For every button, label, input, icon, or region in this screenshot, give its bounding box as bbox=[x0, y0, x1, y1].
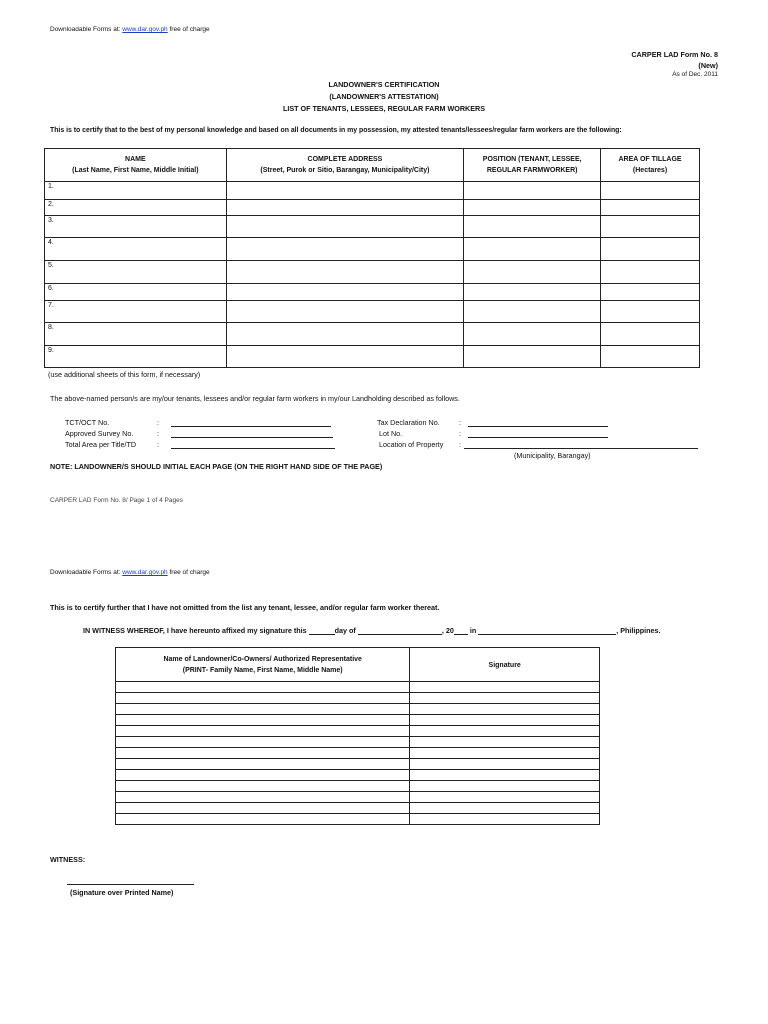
signatory-name-cell[interactable] bbox=[116, 781, 410, 792]
address-cell[interactable] bbox=[226, 182, 464, 200]
table-row[interactable] bbox=[116, 759, 600, 770]
dar-website-link[interactable]: www.dar.gov.ph bbox=[122, 26, 168, 33]
address-cell[interactable] bbox=[226, 261, 464, 284]
address-cell[interactable] bbox=[226, 200, 464, 216]
signature-cell[interactable] bbox=[410, 803, 600, 814]
form-title-line3: LIST OF TENANTS, LESSEES, REGULAR FARM WORKERS bbox=[282, 104, 486, 113]
intro-statement: This is to certify that to the best of my personal knowledge and based on all documents in my possession, my attested tenants/lessees/regular farm workers are the following: bbox=[50, 127, 622, 134]
position-cell[interactable] bbox=[464, 284, 601, 301]
signatories-table bbox=[115, 647, 600, 825]
page-footer: CARPER LAD Form No. 8/ Page 1 of 4 Pages bbox=[50, 497, 183, 504]
table-row[interactable] bbox=[116, 781, 600, 792]
table-row[interactable] bbox=[116, 704, 600, 715]
signatory-name-cell[interactable] bbox=[116, 737, 410, 748]
certify-further-statement: This is to certify further that I have not omitted from the list any tenant, lessee, and/or regular farm worker thereat. bbox=[50, 603, 440, 612]
initial-page-note: NOTE: LANDOWNER/S SHOULD INITIAL EACH PAGE (ON THE RIGHT HAND SIDE OF THE PAGE) bbox=[50, 462, 383, 471]
witness-whereof-statement: IN WITNESS WHEREOF, I have hereunto affixed my signature this day of , 20 in , Philippines. bbox=[83, 626, 661, 635]
signature-cell[interactable] bbox=[410, 748, 600, 759]
form-new-label: (New) bbox=[698, 61, 718, 70]
witness-label: WITNESS: bbox=[50, 855, 86, 864]
signatory-name-cell[interactable] bbox=[116, 748, 410, 759]
survey-no-input[interactable] bbox=[171, 430, 333, 438]
location-field: Location of Property : bbox=[379, 440, 698, 449]
place-input[interactable] bbox=[478, 627, 616, 635]
position-cell[interactable] bbox=[464, 216, 601, 238]
row-number[interactable]: 7. bbox=[45, 301, 227, 323]
above-named-statement: The above-named person/s are my/our tenants, lessees and/or regular farm workers in my/our Landholding described as follows. bbox=[50, 394, 460, 403]
signatory-name-cell[interactable] bbox=[116, 770, 410, 781]
signatory-name-cell[interactable] bbox=[116, 759, 410, 770]
position-cell[interactable] bbox=[464, 301, 601, 323]
as-of-date: As of Dec. 2011 bbox=[672, 71, 718, 78]
table-row[interactable] bbox=[116, 693, 600, 704]
address-cell[interactable] bbox=[226, 346, 464, 368]
municipality-note: (Municipality, Barangay) bbox=[514, 451, 591, 460]
signature-cell[interactable] bbox=[410, 682, 600, 693]
signatory-name-cell[interactable] bbox=[116, 693, 410, 704]
table-row[interactable] bbox=[116, 792, 600, 803]
table-row[interactable] bbox=[116, 814, 600, 825]
signatory-name-cell[interactable] bbox=[116, 803, 410, 814]
download-note-page2: Downloadable Forms at: www.dar.gov.ph free of charge bbox=[50, 569, 210, 576]
address-cell[interactable] bbox=[226, 216, 464, 238]
table-row[interactable] bbox=[116, 682, 600, 693]
position-cell[interactable] bbox=[464, 346, 601, 368]
signatory-name-cell[interactable] bbox=[116, 682, 410, 693]
location-input[interactable] bbox=[464, 441, 698, 449]
address-cell[interactable] bbox=[226, 301, 464, 323]
header-signature: Signature bbox=[410, 648, 600, 682]
row-number[interactable]: 6. bbox=[45, 284, 227, 301]
signatory-name-cell[interactable] bbox=[116, 726, 410, 737]
area-cell[interactable] bbox=[601, 200, 700, 216]
tax-declaration-input[interactable] bbox=[468, 419, 608, 427]
address-cell[interactable] bbox=[226, 323, 464, 346]
form-number: CARPER LAD Form No. 8 bbox=[631, 50, 718, 59]
address-cell[interactable] bbox=[226, 284, 464, 301]
table-row[interactable] bbox=[116, 748, 600, 759]
signature-cell[interactable] bbox=[410, 693, 600, 704]
row-number[interactable]: 8. bbox=[45, 323, 227, 346]
dar-website-link-page2[interactable]: www.dar.gov.ph bbox=[122, 569, 168, 576]
lot-no-input[interactable] bbox=[468, 430, 608, 438]
signatory-name-cell[interactable] bbox=[116, 792, 410, 803]
signature-over-name-label: (Signature over Printed Name) bbox=[70, 888, 174, 897]
signatory-name-cell[interactable] bbox=[116, 715, 410, 726]
total-area-input[interactable] bbox=[171, 441, 335, 449]
form-title-line1: LANDOWNER'S CERTIFICATION bbox=[328, 80, 440, 89]
signature-cell[interactable] bbox=[410, 759, 600, 770]
table-row[interactable] bbox=[116, 803, 600, 814]
witness-signature-line[interactable] bbox=[67, 884, 194, 885]
area-cell[interactable] bbox=[601, 261, 700, 284]
table-row[interactable] bbox=[45, 261, 700, 284]
tax-declaration-field: Tax Declaration No. : bbox=[377, 418, 608, 427]
tenants-table-header bbox=[45, 149, 700, 182]
header-address: COMPLETE ADDRESS (Street, Purok or Sitio, Barangay, Municipality/City) bbox=[226, 149, 464, 182]
table-row[interactable] bbox=[45, 323, 700, 346]
signature-cell[interactable] bbox=[410, 737, 600, 748]
signature-cell[interactable] bbox=[410, 715, 600, 726]
table-row[interactable] bbox=[45, 216, 700, 238]
signatory-name-cell[interactable] bbox=[116, 704, 410, 715]
area-cell[interactable] bbox=[601, 284, 700, 301]
year-input[interactable] bbox=[454, 627, 468, 635]
signature-cell[interactable] bbox=[410, 704, 600, 715]
total-area-field: Total Area per Title/TD : bbox=[65, 440, 335, 449]
header-position: POSITION (TENANT, LESSEE, REGULAR FARMWORKER) bbox=[464, 149, 601, 182]
table-row[interactable] bbox=[45, 238, 700, 261]
signature-cell[interactable] bbox=[410, 726, 600, 737]
area-cell[interactable] bbox=[601, 238, 700, 261]
table-row[interactable] bbox=[116, 770, 600, 781]
area-cell[interactable] bbox=[601, 216, 700, 238]
table-row[interactable] bbox=[116, 715, 600, 726]
row-number[interactable]: 3. bbox=[45, 216, 227, 238]
row-number[interactable]: 4. bbox=[45, 238, 227, 261]
row-number[interactable]: 5. bbox=[45, 261, 227, 284]
header-name: NAME (Last Name, First Name, Middle Initial) bbox=[45, 149, 227, 182]
table-row[interactable] bbox=[45, 200, 700, 216]
month-input[interactable] bbox=[358, 627, 442, 635]
area-cell[interactable] bbox=[601, 323, 700, 346]
position-cell[interactable] bbox=[464, 238, 601, 261]
area-cell[interactable] bbox=[601, 346, 700, 368]
table-row[interactable] bbox=[116, 726, 600, 737]
day-input[interactable] bbox=[309, 627, 335, 635]
address-cell[interactable] bbox=[226, 238, 464, 261]
signature-cell[interactable] bbox=[410, 814, 600, 825]
table-row[interactable] bbox=[116, 737, 600, 748]
signatories-header bbox=[116, 648, 600, 682]
tct-oct-field: TCT/OCT No. : bbox=[65, 418, 331, 427]
position-cell[interactable] bbox=[464, 200, 601, 216]
row-number[interactable]: 2. bbox=[45, 200, 227, 216]
row-number[interactable]: 1. bbox=[45, 182, 227, 200]
survey-no-field: Approved Survey No. : bbox=[65, 429, 333, 438]
table-row[interactable] bbox=[45, 346, 700, 368]
table-row[interactable] bbox=[45, 301, 700, 323]
table-row[interactable] bbox=[45, 182, 700, 200]
signature-cell[interactable] bbox=[410, 781, 600, 792]
row-number[interactable]: 9. bbox=[45, 346, 227, 368]
lot-no-field: Lot No. : bbox=[379, 429, 608, 438]
position-cell[interactable] bbox=[464, 323, 601, 346]
additional-sheets-note: (use additional sheets of this form, if necessary) bbox=[48, 370, 201, 379]
download-note: Downloadable Forms at: www.dar.gov.ph free of charge bbox=[50, 26, 210, 33]
tenants-table bbox=[44, 148, 700, 368]
header-signatory-name: Name of Landowner/Co-Owners/ Authorized Representative (PRINT- Family Name, First Name, Middle Name) bbox=[116, 648, 410, 682]
area-cell[interactable] bbox=[601, 301, 700, 323]
form-title-line2: (LANDOWNER'S ATTESTATION) bbox=[329, 92, 439, 101]
area-cell[interactable] bbox=[601, 182, 700, 200]
position-cell[interactable] bbox=[464, 182, 601, 200]
table-row[interactable] bbox=[45, 284, 700, 301]
signatory-name-cell[interactable] bbox=[116, 814, 410, 825]
header-area: AREA OF TILLAGE (Hectares) bbox=[601, 149, 700, 182]
tct-oct-input[interactable] bbox=[171, 419, 331, 427]
signature-cell[interactable] bbox=[410, 770, 600, 781]
position-cell[interactable] bbox=[464, 261, 601, 284]
signature-cell[interactable] bbox=[410, 792, 600, 803]
